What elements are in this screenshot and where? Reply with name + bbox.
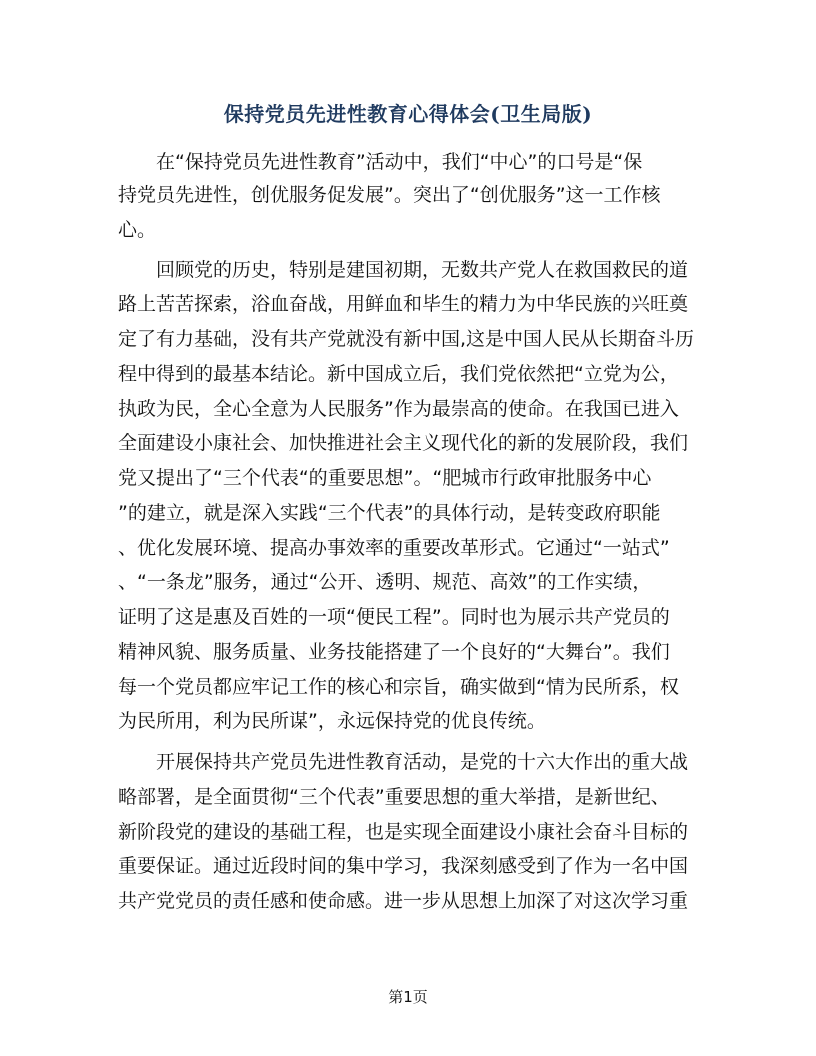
body-line: 新阶段党的建设的基础工程，也是实现全面建设小康社会奋斗目标的 — [118, 821, 689, 843]
body-line: 程中得到的最基本结论。新中国成立后，我们党依然把“立党为公， — [118, 363, 679, 385]
body-line: 每一个党员都应牢记工作的核心和宗旨，确实做到“情为民所系，权 — [118, 676, 679, 698]
document-title: 保持党员先进性教育心得体会(卫生局版) — [223, 102, 593, 126]
page-number: 第1页 — [388, 988, 428, 1006]
body-line: 为民所用，利为民所谋”，永远保持党的优良传统。 — [118, 710, 546, 732]
body-line: 共产党党员的责任感和使命感。进一步从思想上加深了对这次学习重 — [118, 890, 689, 912]
body-line: 心。 — [118, 219, 157, 241]
body-line: 、“一条龙”服务，通过“公开、透明、规范、高效”的工作实绩， — [118, 571, 652, 593]
body-line: 执政为民，全心全意为人民服务”作为最崇高的使命。在我国已进入 — [118, 398, 679, 420]
body-line: 开展保持共产党员先进性教育活动，是党的十六大作出的重大战 — [118, 751, 689, 773]
body-line: 路上苦苦探索，浴血奋战，用鲜血和毕生的精力为中华民族的兴旺奠 — [118, 293, 689, 315]
body-line: 重要保证。通过近段时间的集中学习，我深刻感受到了作为一名中国 — [118, 855, 689, 877]
body-line: 持党员先进性，创优服务促发展”。突出了“创优服务”这一工作核 — [118, 184, 661, 206]
body-line: 在“保持党员先进性教育”活动中，我们“中心”的口号是“保 — [118, 151, 643, 173]
body-line: 回顾党的历史，特别是建国初期，无数共产党人在救国救民的道 — [118, 259, 689, 281]
body-line: 定了有力基础，没有共产党就没有新中国,这是中国人民从长期奋斗历 — [118, 328, 695, 350]
body-line: 全面建设小康社会、加快推进社会主义现代化的新的发展阶段，我们 — [118, 432, 689, 454]
body-line: 党又提出了“三个代表“的重要思想”。“肥城市行政审批服务中心 — [118, 467, 652, 489]
body-line: 证明了这是惠及百姓的一项“便民工程”。同时也为展示共产党员的 — [118, 606, 670, 628]
body-line: 略部署，是全面贯彻“三个代表”重要思想的重大举措，是新世纪、 — [118, 786, 670, 808]
body-line: 、优化发展环境、提高办事效率的重要改革形式。它通过“一站式” — [118, 537, 670, 559]
body-line: 精神风貌、服务质量、业务技能搭建了一个良好的“大舞台”。我们 — [118, 641, 670, 663]
body-line: ”的建立，就是深入实践“三个代表”的具体行动，是转变政府职能 — [118, 502, 661, 524]
